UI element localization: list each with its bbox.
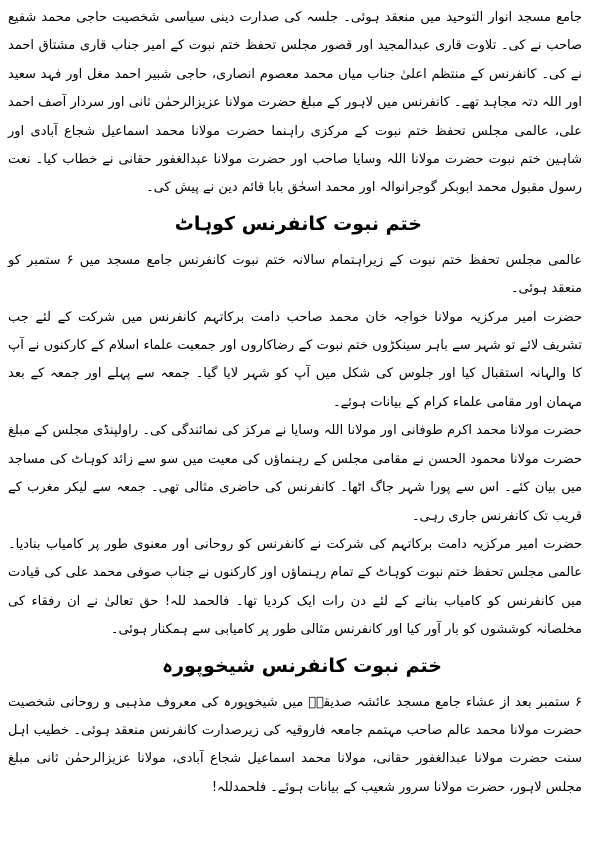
paragraph: جامع مسجد انوار التوحید میں منعقد ہوئی۔ جلسہ کی صدارت دینی سیاسی شخصیت حاجی محمد شفیع صاحب نے کی۔ تلاوت قاری عبدالمجید اور قصور مجلس تحفظ ختم نبوت کے امیر جناب قاری مشتاق احمد نے کی۔ کانفرنس کے منتظم اعلیٰ جناب میاں محمد معصوم انصاری، حاجی شبیر احمد مغل اور فہد سعید اور اللہ دتہ مجاہد تھے۔ کانفرنس میں لاہور کے مبلغ حضرت مولانا عزیزالرحمٰن ثانی اور سردار آصف احمد علی، عالمی مجلس تحفظ ختم نبوت کے مرکزی راہنما حضرت مولانا محمد اسماعیل شجاع آبادی اور شاہین ختم نبوت حضرت مولانا اللہ وسایا صاحب اور حضرت مولانا عبدالغفور حقانی نے خطاب کیا۔ نعت رسول مقبول محمد ابوبکر گوجرانوالہ اور محمد اسحٰق بابا قائم دین نے پیش کی۔ bbox=[8, 10, 582, 196]
section-heading-kohat: ختم نبوت کانفرنس کوہاٹ bbox=[174, 212, 422, 235]
section-heading-sheikhupura: ختم نبوت کانفرنس شیخوپورہ bbox=[161, 654, 442, 677]
paragraph: حضرت امیر مرکزیہ مولانا خواجہ خان محمد صاحب دامت برکاتہم کانفرنس میں شرکت کے لئے جب تشریف لائے تو شہر سے باہر سینکڑوں ختم نبوت کے رضاکاروں اور جمعیت علماء اسلام کے کارکنوں نے آپ کا والہانہ استقبال کیا اور جلوس کی شکل میں آپ کو شہر لایا گیا۔ جمعہ سے پہلے اور جمعہ کے بعد مہمان اور مقامی علماء کرام کے بیانات ہوئے۔ bbox=[8, 309, 582, 410]
paragraph: ۶ ستمبر بعد از عشاء جامع مسجد عائشہ صدیقہؓ میں شیخوپورہ کی معروف مذہبی و روحانی شخصیت حضرت مولانا محمد عالم صاحب مہتمم جامعہ فاروقیہ کی زیرصدارت کانفرنس منعقد ہوئی۔ خطیب اہل سنت حضرت مولانا عبدالغفور حقانی، مولانا محمد اسماعیل شجاع آبادی، مولانا عزیزالرحمٰن ثانی مبلغ مجلس لاہور، حضرت مولانا سرور شعیب کے بیانات ہوئے۔ فلحمدللہ! bbox=[8, 694, 582, 795]
section-sheikhupura bbox=[8, 647, 582, 803]
paragraph: حضرت امیر مرکزیہ دامت برکاتہم کی شرکت نے کانفرنس کو روحانی اور معنوی طور پر کامیاب بنادیا۔ عالمی مجلس تحفظ ختم نبوت کوہاٹ کے تمام رہنماؤں اور کارکنوں نے جناب صوفی محمد علی کی قیادت میں کانفرنس کو کامیاب بنانے کے لئے دن رات ایک کردیا تھا۔ فالحمد للہ! حق تعالیٰ نے ان رفقاء کی مخلصانہ کوششوں کو بار آور کیا اور کانفرنس مثالی طور پر کامیابی سے ہمکنار ہوئی۔ bbox=[8, 536, 582, 638]
section-anwar-tauheed bbox=[8, 4, 582, 203]
section-kohat bbox=[8, 205, 582, 645]
paragraph: حضرت مولانا محمد اکرم طوفانی اور مولانا اللہ وسایا نے مرکز کی نمائندگی کی۔ راولپنڈی مجلس کے مبلغ حضرت مولانا محمود الحسن نے مقامی مجلس کے رہنماؤں کی معیت میں سو سے زائد کوہاٹ کی مساجد میں بیان کئے۔ اس سے پورا شہر جاگ اٹھا۔ کانفرنس کی حاضری مثالی تھی۔ جمعہ سے لیکر مغرب کے قریب تک کانفرنس جاری رہی۔ bbox=[8, 423, 582, 524]
paragraph: عالمی مجلس تحفظ ختم نبوت کے زیراہتمام سالانہ ختم نبوت کانفرنس جامع مسجد میں ۶ ستمبر کو منعقد ہوئی۔ bbox=[8, 252, 582, 297]
